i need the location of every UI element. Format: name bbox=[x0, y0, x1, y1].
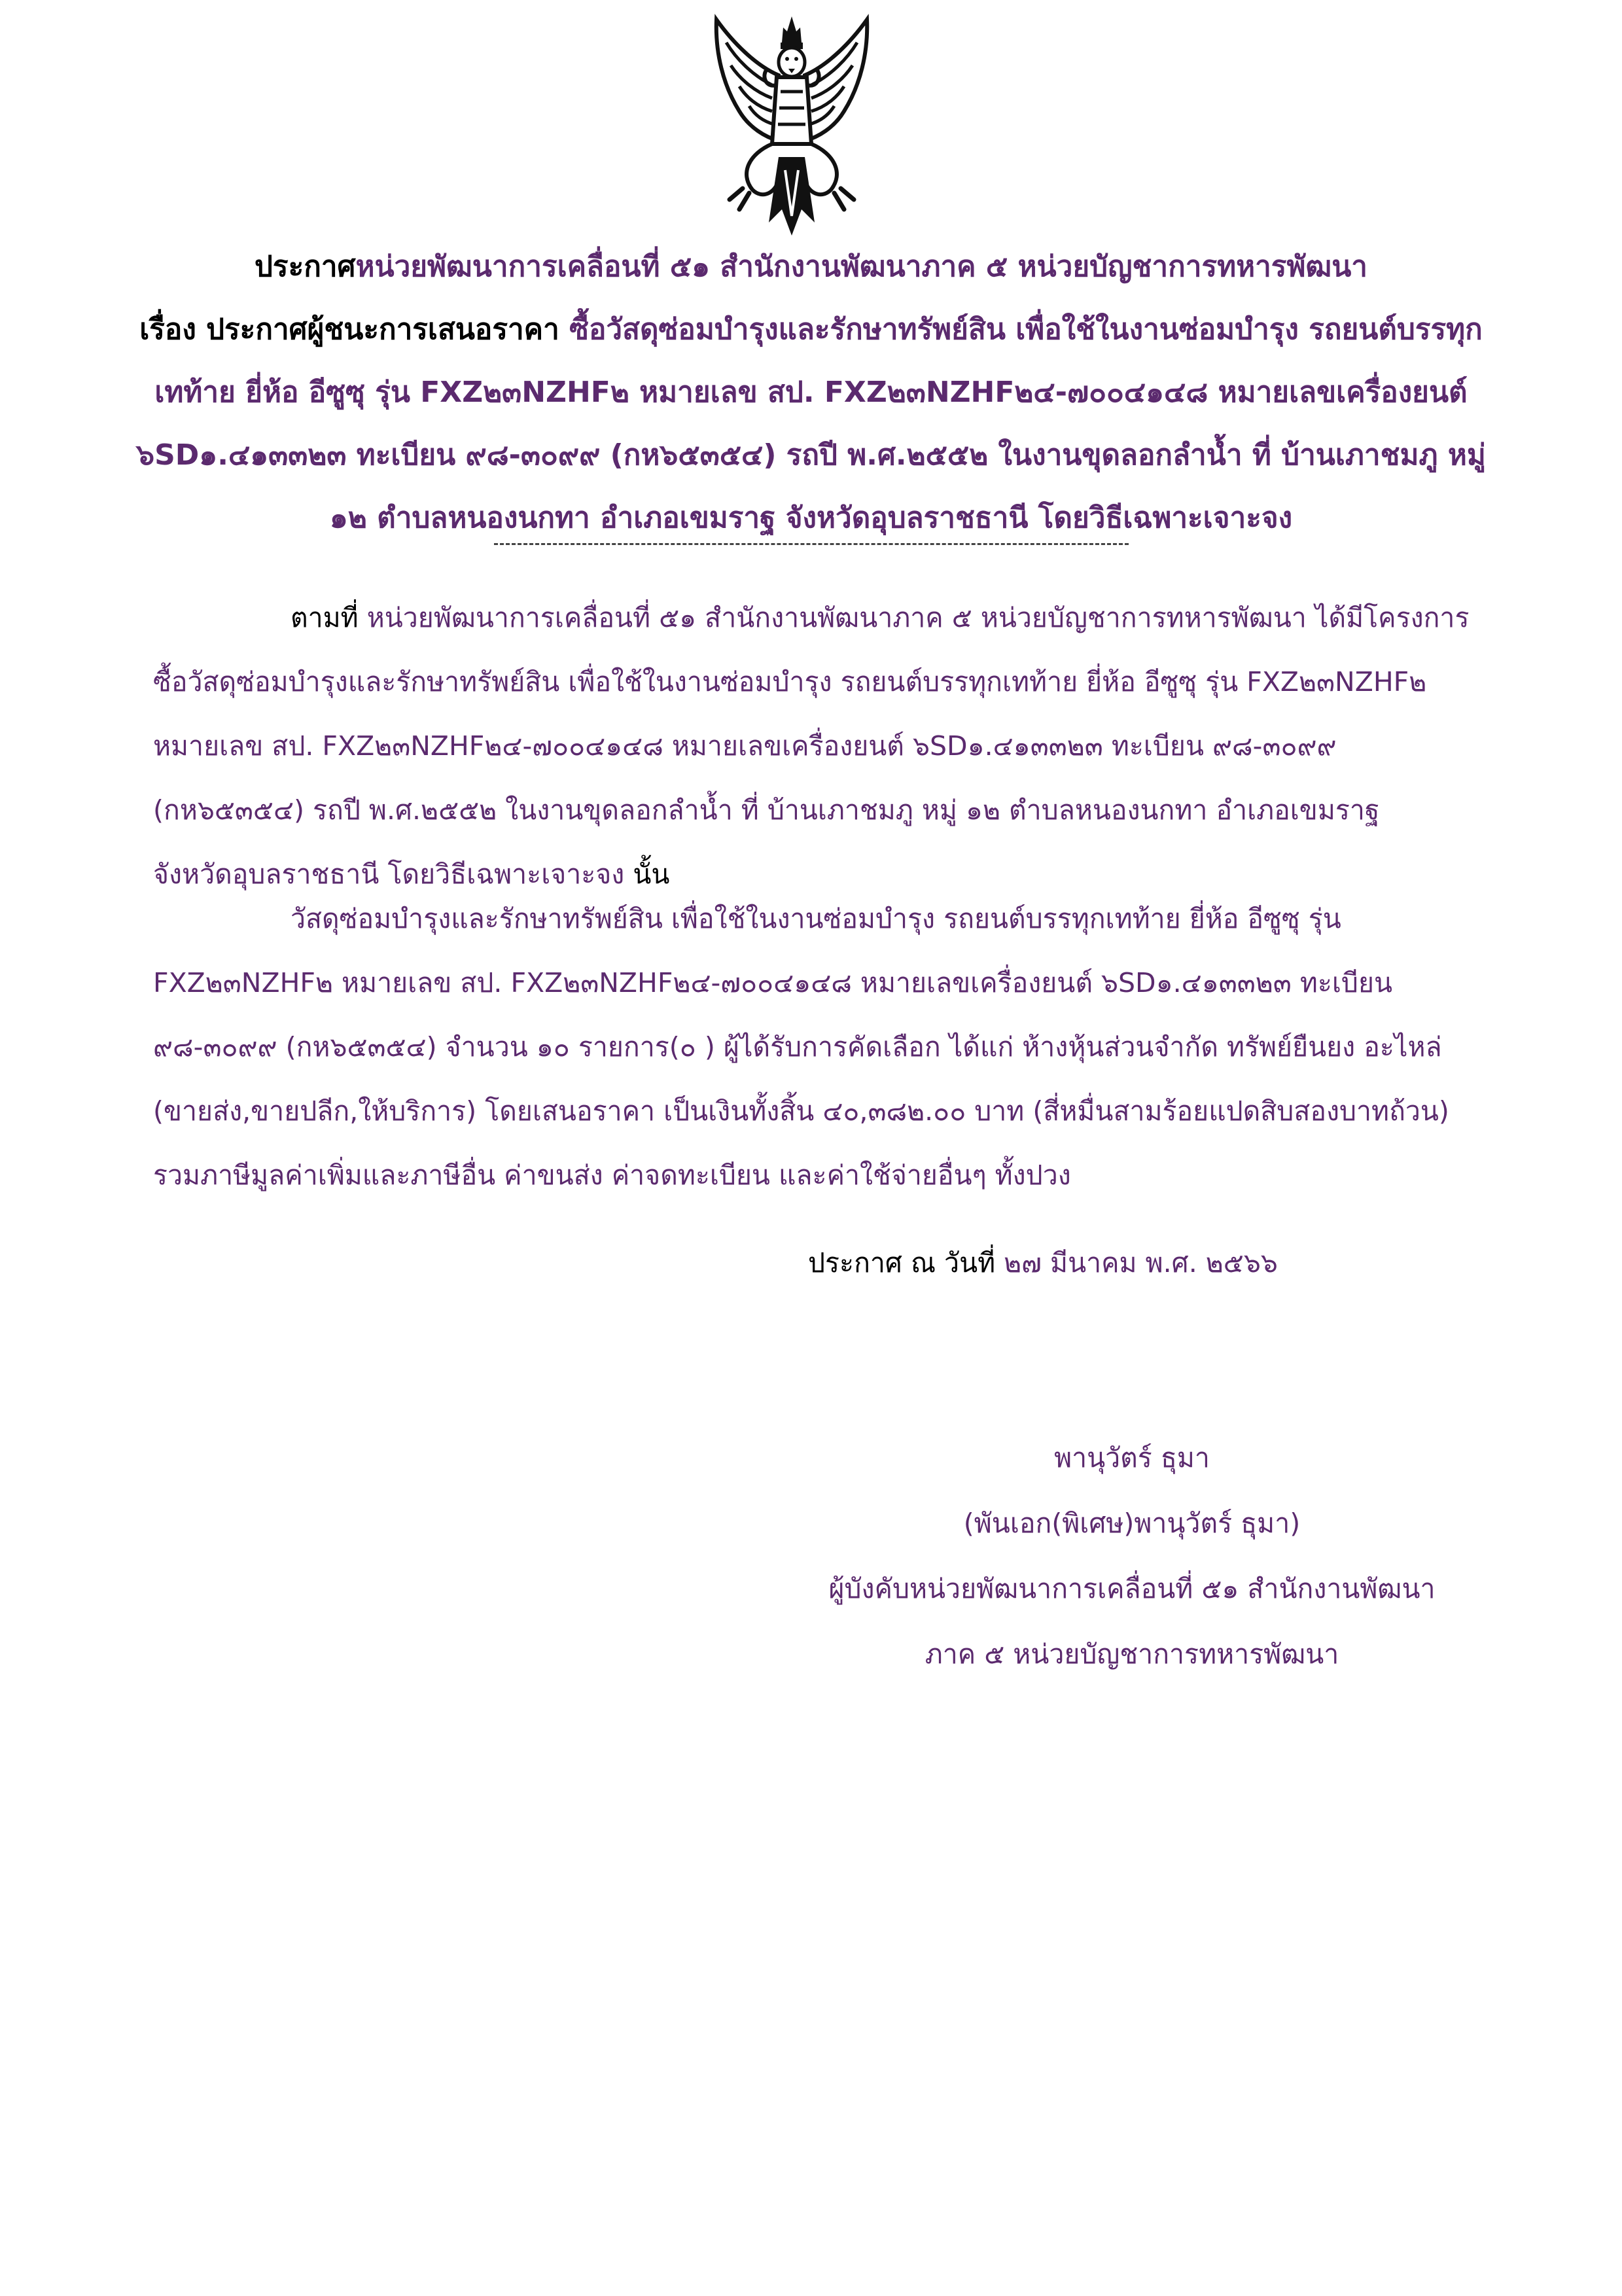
paragraph1-method: จังหวัดอุบลราชธานี โดยวิธีเฉพาะเจาะจง bbox=[153, 858, 633, 890]
signature-position-line-2: ภาค ๕ หน่วยบัญชาการทหารพัฒนา bbox=[925, 1638, 1339, 1670]
signature-position-line-1: ผู้บังคับหน่วยพัฒนาการเคลื่อนที่ ๕๑ สำนักงานพัฒนา bbox=[828, 1573, 1436, 1604]
paragraph2-line-5: รวมภาษีมูลค่าเพิ่มและภาษีอื่น ค่าขนส่ง ค่าจดทะเบียน และค่าใช้จ่ายอื่นๆ ทั้งปวง bbox=[153, 1159, 1071, 1191]
garuda-emblem-icon bbox=[703, 13, 880, 239]
heading-line-3: เทท้าย ยี่ห้อ อีซูซุ รุ่น FXZ๒๓NZHF๒ หมายเลข สป. FXZ๒๓NZHF๒๔-๗๐๐๔๑๔๘ หมายเลขเครื่องยนต์ bbox=[154, 376, 1468, 409]
heading-subject: ซื้อวัสดุซ่อมบำรุงและรักษาทรัพย์สิน เพื่อใช้ในงานซ่อมบำรุง รถยนต์บรรทุก bbox=[569, 313, 1483, 346]
signature-block bbox=[805, 1425, 1459, 1687]
paragraph-background bbox=[153, 586, 1475, 906]
paragraph1-unit: หน่วยพัฒนาการเคลื่อนที่ ๕๑ สำนักงานพัฒนาภาค ๕ หน่วยบัญชาการทหารพัฒนา ได้มีโครงการ bbox=[366, 602, 1470, 633]
paragraph2-line-2: FXZ๒๓NZHF๒ หมายเลข สป. FXZ๒๓NZHF๒๔-๗๐๐๔๑๔๘ หมายเลขเครื่องยนต์ ๖SD๑.๔๑๓๓๒๓ ทะเบียน bbox=[153, 967, 1393, 998]
heading-subject-label: เรื่อง ประกาศผู้ชนะการเสนอราคา bbox=[139, 313, 570, 346]
paragraph-winner bbox=[153, 887, 1475, 1207]
announcement-heading bbox=[131, 236, 1491, 550]
paragraph1-suffix: นั้น bbox=[633, 858, 670, 890]
paragraph1-line-2: ซื้อวัสดุซ่อมบำรุงและรักษาทรัพย์สิน เพื่อใช้ในงานซ่อมบำรุง รถยนต์บรรทุกเทท้าย ยี่ห้อ อีซูซุ รุ่น FXZ๒๓NZHF๒ bbox=[153, 666, 1427, 698]
paragraph1-line-4: (กห๖๕๓๕๔) รถปี พ.ศ.๒๕๕๒ ในงานขุดลอกลำน้ำ ที่ บ้านเภาชมภู หมู่ ๑๒ ตำบลหนองนกทา อำเภอเขมราฐ bbox=[153, 794, 1380, 826]
heading-line-2 bbox=[131, 298, 1491, 361]
paragraph2-line-1: วัสดุซ่อมบำรุงและรักษาทรัพย์สิน เพื่อใช้ในงานซ่อมบำรุง รถยนต์บรรทุกเทท้าย ยี่ห้อ อีซูซุ รุ่น bbox=[291, 903, 1341, 934]
paragraph1-line-3: หมายเลข สป. FXZ๒๓NZHF๒๔-๗๐๐๔๑๔๘ หมายเลขเครื่องยนต์ ๖SD๑.๔๑๓๓๒๓ ทะเบียน ๙๘-๓๐๙๙ bbox=[153, 730, 1337, 762]
paragraph1-line-1 bbox=[153, 586, 1475, 650]
heading-prefix: ประกาศ bbox=[255, 250, 356, 283]
heading-line-1 bbox=[131, 236, 1491, 298]
separator-rule bbox=[494, 543, 1129, 545]
paragraph1-prefix: ตามที่ bbox=[291, 602, 367, 633]
paragraph2-line-3: ๙๘-๓๐๙๙ (กห๖๕๓๕๔) จำนวน ๑๐ รายการ(๐ ) ผู้ได้รับการคัดเลือก ได้แก่ ห้างหุ้นส่วนจำกัด ทรัพย์ยืนยง อะไหล่ bbox=[153, 1031, 1442, 1063]
signature-rank-name: (พันเอก(พิเศษ)พานุวัตร์ ธุมา) bbox=[963, 1508, 1301, 1539]
paragraph2-line-4: (ขายส่ง,ขายปลีก,ให้บริการ) โดยเสนอราคา เป็นเงินทั้งสิ้น ๔๐,๓๘๒.๐๐ บาท (สี่หมื่นสามร้อยแปดสิบสองบาทถ้วน) bbox=[153, 1095, 1449, 1127]
announcement-date bbox=[808, 1242, 1278, 1284]
heading-line-5: ๑๒ ตำบลหนองนกทา อำเภอเขมราฐ จังหวัดอุบลราชธานี โดยวิธีเฉพาะเจาะจง bbox=[329, 501, 1293, 535]
signature-name: พานุวัตร์ ธุมา bbox=[1054, 1442, 1210, 1474]
heading-unit-name: หน่วยพัฒนาการเคลื่อนที่ ๕๑ สำนักงานพัฒนาภาค ๕ หน่วยบัญชาการทหารพัฒนา bbox=[355, 250, 1367, 283]
announcement-date-label: ประกาศ ณ วันที่ bbox=[808, 1247, 1004, 1279]
heading-line-4: ๖SD๑.๔๑๓๓๒๓ ทะเบียน ๙๘-๓๐๙๙ (กห๖๕๓๕๔) รถปี พ.ศ.๒๕๕๒ ในงานขุดลอกลำน้ำ ที่ บ้านเภาชมภู หมู่ bbox=[136, 438, 1486, 472]
announcement-date-value: ๒๗ มีนาคม พ.ศ. ๒๕๖๖ bbox=[1004, 1247, 1278, 1279]
